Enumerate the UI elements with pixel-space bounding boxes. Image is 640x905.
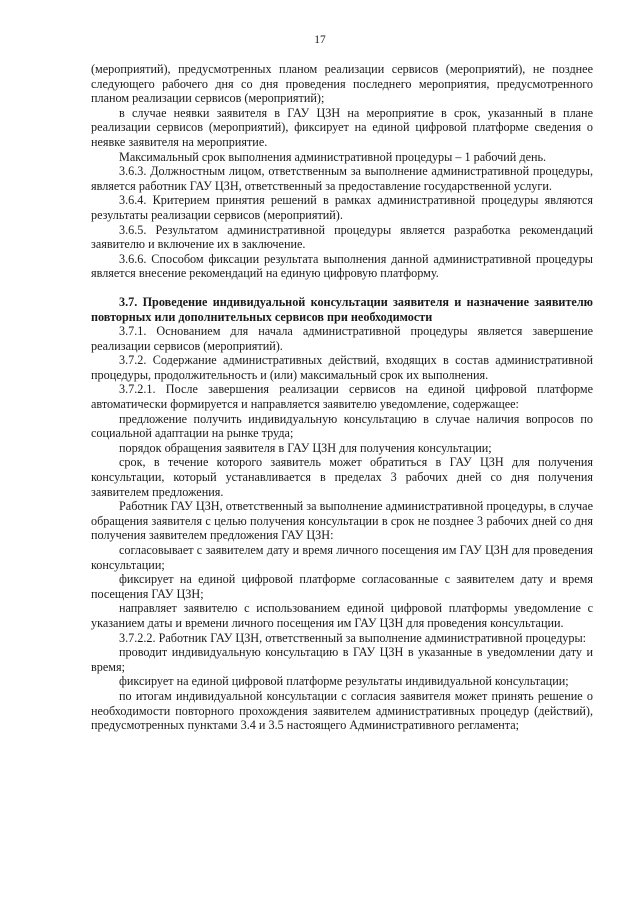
paragraph: 3.7.1. Основанием для начала административной процедуры является завершение реализации сервисов (мероприятий).	[91, 324, 593, 353]
paragraph: фиксирует на единой цифровой платформе результаты индивидуальной консультации;	[119, 674, 569, 689]
paragraph: 3.6.5. Результатом административной процедуры является разработка рекомендаций заявителю и включение их в заключение.	[91, 222, 593, 252]
paragraph: проводит индивидуальную консультацию в ГАУ ЦЗН в указанные в уведомлении дату и время;	[91, 645, 593, 674]
paragraph: согласовывает с заявителем дату и время личного посещения им ГАУ ЦЗН для проведения консультации;	[91, 543, 593, 572]
paragraph: 3.7.2.2. Работник ГАУ ЦЗН, ответственный за выполнение административной процедуры:	[119, 630, 587, 645]
paragraph-spacer	[91, 281, 593, 295]
paragraph: (мероприятий), предусмотренных планом реализации сервисов (мероприятий), не позднее следующего рабочего дня со дня проведения последнего мероприятия, предусмотренного планом реализации сервисов (мероприятий);	[91, 62, 593, 106]
paragraph: фиксирует на единой цифровой платформе согласованные с заявителем дату и время посещения ГАУ ЦЗН;	[91, 572, 593, 601]
paragraph: 3.7.2.1. После завершения реализации сервисов на единой цифровой платформе автоматически формируется и направляется заявителю уведомление, содержащее:	[91, 382, 593, 412]
paragraph: направляет заявителю с использованием единой цифровой платформы уведомление с указанием даты и времени личного посещения им ГАУ ЦЗН для проведения консультации.	[91, 601, 593, 630]
paragraph: порядок обращения заявителя в ГАУ ЦЗН для получения консультации;	[119, 440, 492, 455]
page-number: 17	[314, 34, 326, 46]
paragraph: предложение получить индивидуальную консультацию в случае наличия вопросов по социальной адаптации на рынке труда;	[91, 411, 593, 441]
document-body	[91, 62, 593, 733]
paragraph: в случае неявки заявителя в ГАУ ЦЗН на мероприятие в срок, указанный в плане реализации сервисов (мероприятий), фиксирует на единой цифровой платформе сведения о неявке заявителя на мероприятие.	[91, 105, 593, 149]
paragraph: 3.6.3. Должностным лицом, ответственным за выполнение административной процедуры, является работник ГАУ ЦЗН, ответственный за предоставление государственной услуги.	[91, 164, 593, 193]
paragraph: Максимальный срок выполнения административной процедуры – 1 рабочий день.	[119, 149, 547, 164]
paragraph: 3.6.6. Способом фиксации результата выполнения данной административной процедуры является внесение рекомендаций на единую цифровую платформу.	[91, 251, 593, 281]
paragraph: по итогам индивидуальной консультации с согласия заявителя может принять решение о необходимости повторного прохождения заявителем административных процедур (действий), предусмотренных пунктами 3.4 и 3.5 настоящего Административного регламента;	[91, 688, 593, 733]
paragraph: срок, в течение которого заявитель может обратиться в ГАУ ЦЗН для получения консультации, который устанавливается в пределах 3 рабочих дней со дня получения заявителем предложения.	[91, 455, 593, 499]
section-heading: 3.7. Проведение индивидуальной консультации заявителя и назначение заявителю повторных или дополнительных сервисов при необходимости	[91, 294, 593, 324]
paragraph: 3.6.4. Критерием принятия решений в рамках административной процедуры являются результаты реализации сервисов (мероприятий).	[91, 193, 593, 222]
paragraph: Работник ГАУ ЦЗН, ответственный за выполнение административной процедуры, в случае обращения заявителя с целью получения консультации в срок не позднее 3 рабочих дней со дня получения заявителем предложения ГАУ ЦЗН:	[91, 499, 593, 543]
paragraph: 3.7.2. Содержание административных действий, входящих в состав административной процедуры, продолжительность и (или) максимальный срок их выполнения.	[91, 353, 593, 382]
